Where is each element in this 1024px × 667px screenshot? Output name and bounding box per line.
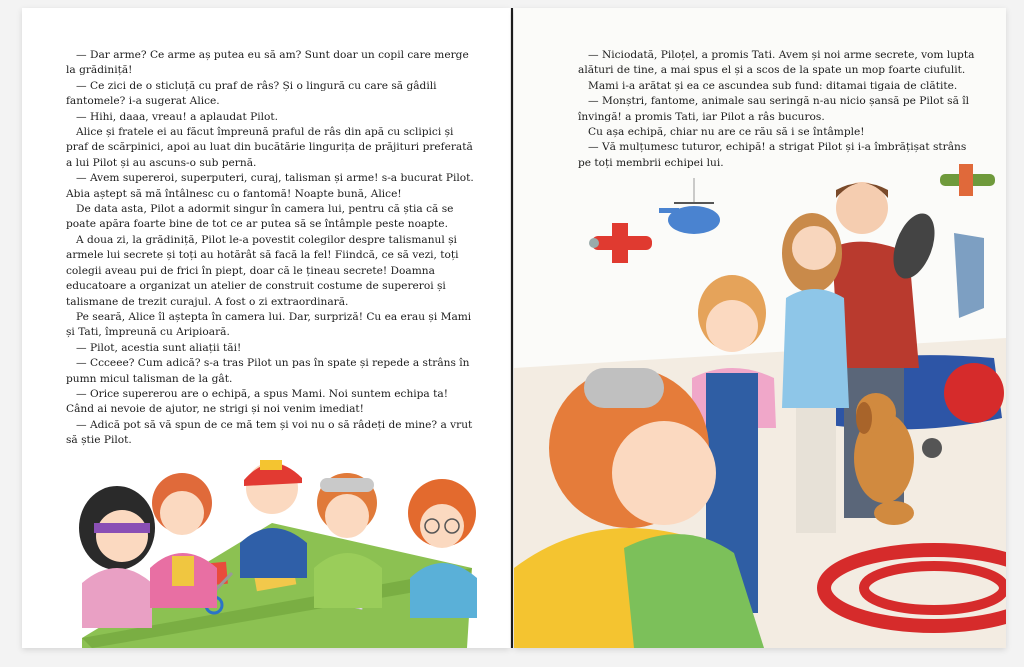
paragraph: A doua zi, la grădiniță, Pilot le-a povestit colegilor despre talismanul și armele lui secrete și toți au hotărât să facă la fel! Fiindcă, ce să vezi, toți colegii aveau pui de frici în piept, doar că le țineau secrete! Doamna educatoare a organizat un atelier de construit costume de supereroi și talismane de trezit curajul. A fost o zi extraordinară.: [66, 233, 459, 308]
paragraph: Mami i-a arătat și ea ce ascundea sub fund: ditamai tigaia de clătite.: [588, 79, 958, 92]
paragraph: — Vă mulțumesc tuturor, echipă! a strigat Pilot și i-a îmbrățișat strâns pe toți membrii echipei lui.: [578, 141, 967, 169]
paragraph: — Monștri, fantome, animale sau seringă n-au nicio șansă pe Pilot să îl învingă! a promis Tati, iar Pilot a râs bucuros.: [578, 95, 970, 123]
paragraph: — Ccceee? Cum adică? s-a tras Pilot un pas în spate și repede a strâns în pumn micul talisman de la gât.: [66, 357, 470, 385]
book-spine: [511, 8, 513, 648]
paragraph: — Hihi, daaa, vreau! a aplaudat Pilot.: [76, 110, 279, 123]
paragraph: De data asta, Pilot a adormit singur în camera lui, pentru că știa că se poate apăra foarte bine de tot ce ar putea să se întâmple peste noapte.: [66, 203, 454, 231]
left-page: [22, 8, 510, 648]
paragraph: Alice și fratele ei au făcut împreună praful de râs din apă cu sclipici și praf de scărpinici, apoi au luat din bucătărie lingurița de prăjituri preferată a lui Pilot și au ascuns-o sub pernă.: [66, 126, 473, 169]
paragraph: — Pilot, acestia sunt aliații tăi!: [76, 341, 242, 354]
paragraph: — Niciodată, Piloțel, a promis Tati. Avem și noi arme secrete, vom lupta alături de tine, a mai spus el și a scos de la spate un mop foarte ciufulit.: [578, 49, 975, 77]
children-at-table-illustration: [22, 8, 510, 648]
paragraph: — Dar arme? Ce arme aș putea eu să am? Sunt doar un copil care merge la grădiniță!: [66, 49, 469, 77]
paragraph: Cu așa echipă, chiar nu are ce rău să i se întâmple!: [588, 126, 865, 139]
right-page: [514, 8, 1006, 648]
paragraph: — Adică pot să vă spun de ce mă tem și voi nu o să râdeți de mine? a vrut să știe Pilot.: [66, 418, 473, 447]
paragraph: — Avem supereroi, superputeri, curaj, talisman și arme! s-a bucurat Pilot. Abia aștept să mă întâlnesc cu o fantomă! Noapte bună, Alice!: [66, 172, 474, 200]
right-page-text: [578, 48, 978, 171]
paragraph: — Ce zici de o sticluță cu praf de râs? Și o lingură cu care să gâdili fantomele? i-a sugerat Alice.: [66, 79, 437, 108]
paragraph: — Orice supererou are o echipă, a spus Mami. Noi suntem echipa ta! Când ai nevoie de ajutor, ne strigi și noi venim imediat!: [66, 387, 448, 416]
paragraph: Pe seară, Alice îl aștepta în camera lui. Dar, surpriză! Cu ea erau și Mami și Tati, împreună cu Aripioară.: [66, 310, 472, 339]
